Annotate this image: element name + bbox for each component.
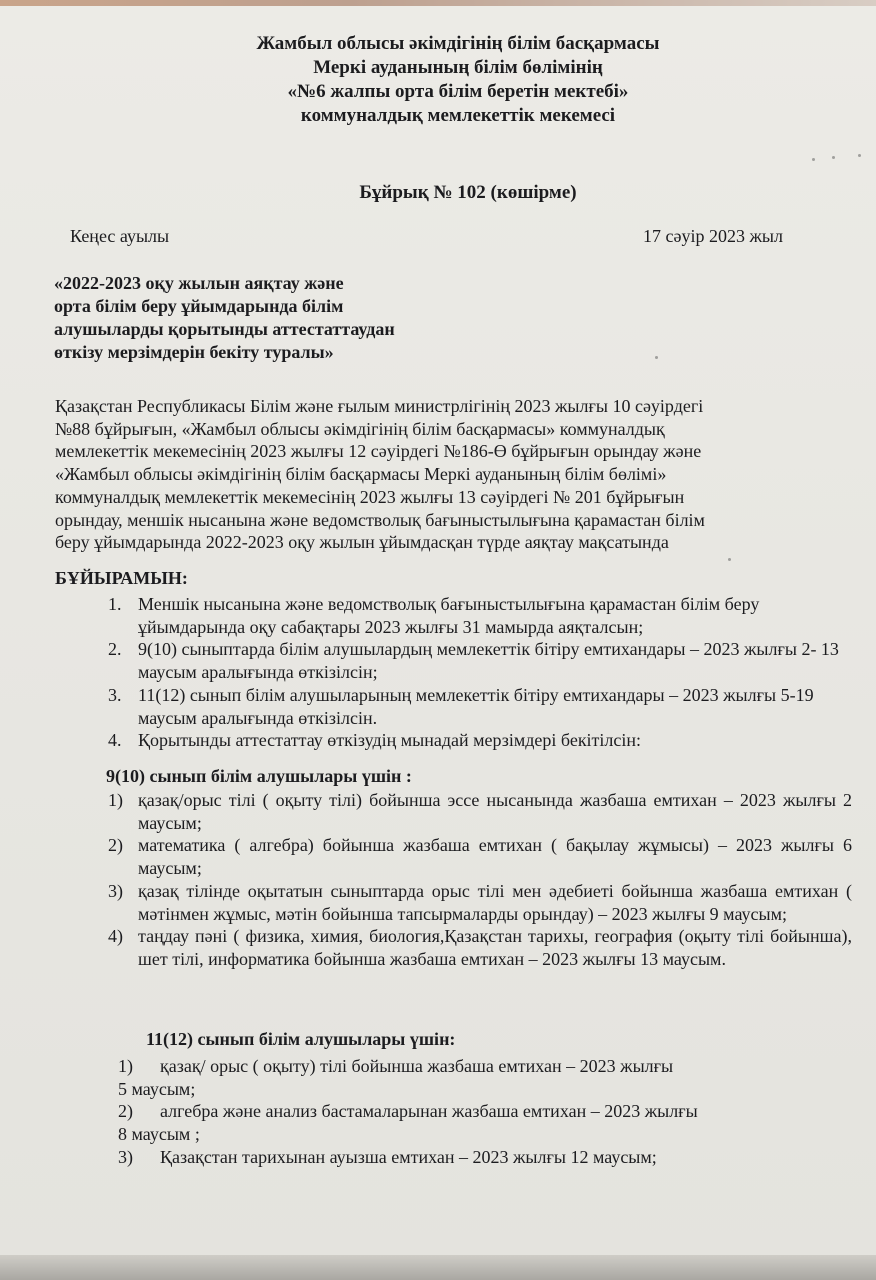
item-text: Меншік нысанына және ведомстволық бағыныстылығына қарамастан білім беру ұйымдарында оқу сабақтары 2023 жылғы 31 мамырда аяқталсын; (138, 594, 760, 637)
item-number: 1. (108, 594, 122, 614)
item-number: 3) (108, 880, 123, 901)
list-item (108, 834, 852, 879)
item-continuation: 8 маусым ; (118, 1124, 200, 1145)
item-number: 2) (118, 1101, 133, 1122)
list-item (108, 729, 848, 752)
intro-line: №88 бұйрығын, «Жамбыл облысы әкімдігінің білім басқармасы» коммуналдық (55, 418, 665, 439)
item-number: 3. (108, 684, 122, 705)
order-subject (54, 272, 514, 364)
item-number: 1) (118, 1056, 133, 1076)
order-title: Бұйрық № 102 (көшірме) (359, 182, 577, 203)
subject-line: өткізу мерзімдерін бекіту туралы» (54, 342, 334, 362)
subject-line: «2022-2023 оқу жылын аяқтау және (54, 273, 344, 293)
paper-speck (858, 154, 861, 157)
photo-edge-bottom (0, 1255, 876, 1280)
list-item (118, 1055, 818, 1100)
list-item (108, 789, 852, 834)
grade9-list (108, 789, 852, 971)
item-number: 2. (108, 639, 122, 660)
list-item (108, 593, 848, 638)
grade11-list (118, 1055, 818, 1169)
list-item (118, 1146, 818, 1169)
grade9-heading: 9(10) сынып білім алушылары үшін : (106, 766, 412, 786)
item-text: қазақ/орыс тілі ( оқыту тілі) бойынша эссе нысанында жазбаша емтихан – 2023 жылғы 2 маусым; (138, 790, 852, 833)
item-text: 9(10) сыныптарда білім алушылардың мемлекеттік бітіру емтихандары – 2023 жылғы 2- 13 маусым аралығында өткізілсін; (138, 639, 839, 683)
intro-line: Қазақстан Республикасы Білім және ғылым министрлігінің 2023 жылғы 10 сәуірдегі (55, 396, 704, 416)
list-item (108, 925, 852, 970)
decree-word: БҰЙЫРАМЫН: (55, 568, 188, 588)
paper-speck (812, 158, 815, 161)
item-text: таңдау пәні ( физика, химия, биология,Қазақстан тарихы, география (оқыту тілі бойынша), шет тілі, информатика бойынша жазбаша емтихан – 2023 жылғы 13 маусым. (138, 926, 852, 969)
list-item (108, 684, 848, 729)
institution-header (0, 32, 876, 128)
paper-speck (832, 156, 835, 159)
paper-speck (728, 558, 731, 561)
item-text: қазақ/ орыс ( оқыту) тілі бойынша жазбаша емтихан – 2023 жылғы (160, 1056, 674, 1076)
intro-line: орындау, меншік нысанына және ведомстволық бағыныстылығына қарамастан білім (55, 509, 705, 530)
header-line: Меркі ауданының білім бөлімінің (313, 57, 603, 78)
header-line: коммуналдық мемлекеттік мекемесі (300, 105, 616, 126)
subject-line: орта білім беру ұйымдарында білім (54, 296, 344, 316)
header-line: «№6 жалпы орта білім беретін мектебі» (287, 81, 629, 102)
item-text: қазақ тілінде оқытатын сыныптарда орыс тілі мен әдебиеті бойынша жазбаша емтихан ( мәтінмен жұмыс, мәтін бойынша тапсырмаларды орындау) – 2023 жылғы 9 маусым; (138, 880, 852, 924)
item-text: алгебра және анализ бастамаларынан жазбаша емтихан – 2023 жылғы (160, 1101, 698, 1122)
list-item (118, 1100, 818, 1145)
item-number: 3) (118, 1146, 133, 1167)
intro-line: мемлекеттік мекемесінің 2023 жылғы 12 сәуірдегі №186-Ө бұйрығын орындау және (55, 441, 702, 462)
item-text: Қорытынды аттестаттау өткізудің мынадай мерзімдері бекітілсін: (138, 730, 642, 751)
grade11-heading: 11(12) сынып білім алушылары үшін: (146, 1029, 456, 1049)
item-text: математика ( алгебра) бойынша жазбаша емтихан ( бақылау жұмысы) – 2023 жылғы 6 маусым; (138, 835, 852, 879)
item-text: 11(12) сынып білім алушыларының мемлекеттік бітіру емтихандары – 2023 жылғы 5-19 маусым аралығында өткізілсін. (138, 684, 814, 728)
photo-edge-top (0, 0, 876, 6)
item-number: 2) (108, 835, 123, 856)
list-item (108, 880, 852, 925)
item-number: 4) (108, 926, 123, 947)
list-item (108, 638, 848, 683)
subject-line: алушыларды қорытынды аттестаттаудан (54, 319, 395, 339)
intro-line: «Жамбыл облысы әкімдігінің білім басқармасы Меркі ауданының білім бөлімі» (55, 464, 667, 485)
intro-line: беру ұйымдарында 2022-2023 оқу жылын ұйымдасқан түрде аяқтау мақсатында (55, 532, 669, 553)
item-continuation: 5 маусым; (118, 1078, 196, 1099)
main-list (108, 593, 848, 752)
header-line: Жамбыл облысы әкімдігінің білім басқармасы (256, 33, 660, 54)
paper-speck (655, 356, 658, 359)
intro-line: коммуналдық мемлекеттік мекемесінің 2023 жылғы 13 сәуірдегі № 201 бұйрығын (55, 486, 685, 507)
item-number: 1) (108, 790, 123, 810)
order-place: Кеңес ауылы (70, 226, 170, 246)
item-number: 4. (108, 730, 122, 751)
item-text: Қазақстан тарихынан ауызша емтихан – 2023 жылғы 12 маусым; (160, 1146, 657, 1167)
order-date: 17 сәуір 2023 жыл (643, 226, 783, 246)
intro-paragraph (55, 395, 845, 554)
